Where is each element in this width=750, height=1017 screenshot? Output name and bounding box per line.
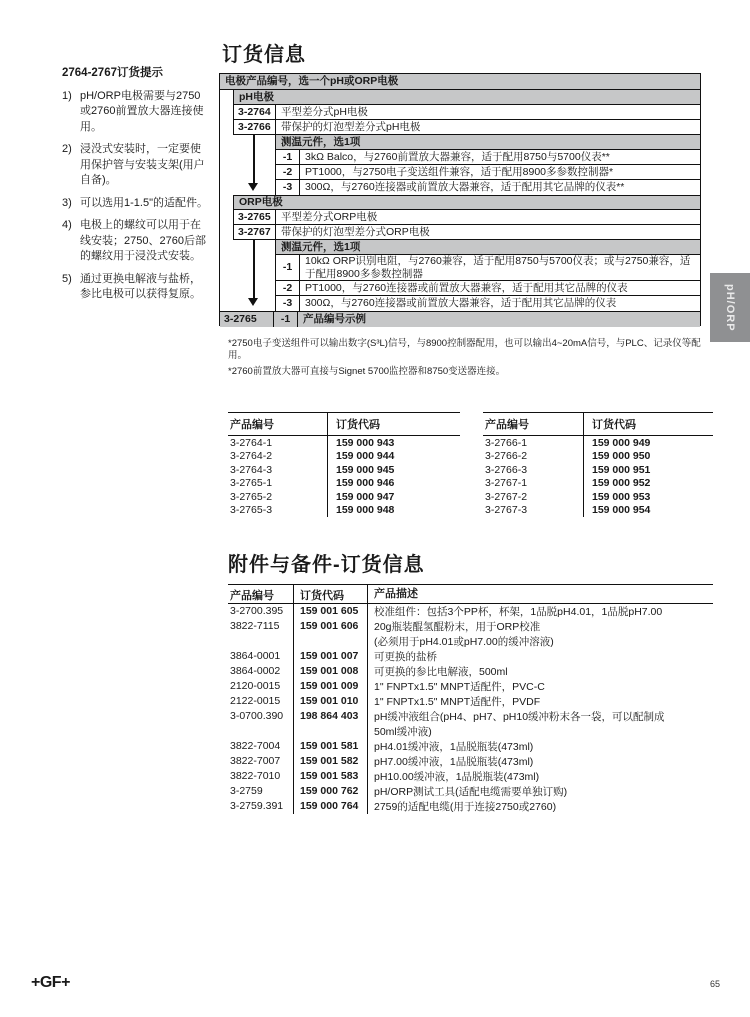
example-row <box>220 311 700 327</box>
selector-header-row: 电极产品编号，选一个pH或ORP电极 <box>220 74 700 90</box>
section-title-accessories: 附件与备件-订货信息 <box>228 554 425 576</box>
table-row: 3-2759 159 000 762 pH/ORP测试工具(适配电缆需要单独订购) <box>230 785 568 798</box>
column-header: 产品编号 <box>230 419 274 431</box>
column-header: 订货代码 <box>336 419 380 431</box>
flow-arrow-down-icon <box>253 240 255 298</box>
table-row: 3-2765-1 159 000 946 <box>230 477 395 490</box>
table-row: 3-2765-3 159 000 948 <box>230 504 395 517</box>
table-row: 3-2767-1 159 000 952 <box>485 477 651 490</box>
table-row <box>275 180 700 195</box>
table-row <box>233 120 700 135</box>
option-code: -2 <box>276 165 300 179</box>
example-code: 3-2765 <box>220 312 274 327</box>
table-row <box>275 165 700 180</box>
table-row: 3-2764-2 159 000 944 <box>230 450 395 463</box>
model-desc: 带保护的灯泡型差分式ORP电极 <box>281 225 430 238</box>
table-row: 3-0700.390 198 864 403 pH缓冲液组合(pH4、pH7、pH10缓冲粉末各一袋，可以配制成 50ml缓冲液) <box>230 710 665 738</box>
table-row: 3864-0002 159 001 008 可更换的参比电解液，500ml <box>230 665 508 678</box>
option-code: -3 <box>276 180 300 195</box>
order-code-table-left <box>228 412 460 517</box>
flow-arrow-down-icon <box>248 298 258 306</box>
option-desc: 3kΩ Balco，与2760前置放大器兼容，适于配用8750与5700仪表** <box>305 150 610 163</box>
section-title-ordering-info: 订货信息 <box>222 44 306 66</box>
table-row: 3-2764-1 159 000 943 <box>230 436 395 449</box>
sidebar-note: 5) 通过更换电解液与盐桥，参比电极可以获得复原。 <box>62 272 201 300</box>
column-divider <box>367 585 368 814</box>
option-desc: 300Ω，与2760连接器或前置放大器兼容，适于配用其它品牌的仪表** <box>305 181 625 193</box>
option-desc: PT1000，与2750电子变送组件兼容，适于配用8900多参数控制器* <box>305 165 614 178</box>
sidebar-note: 4) 电极上的螺纹可以用于在线安装；2750、2760后部的螺纹用于浸没式安装。 <box>62 219 206 262</box>
flow-arrow-down-icon <box>248 183 258 191</box>
table-row: 3-2766-2 159 000 950 <box>485 450 651 463</box>
column-header: 产品编号 <box>485 419 529 431</box>
column-header: 产品编号 <box>230 589 274 602</box>
model-desc: 平型差分式pH电极 <box>281 105 368 118</box>
table-row: 3-2766-3 159 000 951 <box>485 463 651 476</box>
table-row <box>233 225 700 240</box>
table-row: 3822-7010 159 001 583 pH10.00缓冲液，1品脱瓶装(473ml) <box>230 770 540 783</box>
option-desc: 300Ω，与2760连接器或前置放大器兼容，适于配用其它品牌的仪表 <box>305 297 617 309</box>
table-row <box>233 105 700 120</box>
column-header: 产品描述 <box>374 587 418 600</box>
column-header: 订货代码 <box>300 589 344 602</box>
column-header: 订货代码 <box>592 419 636 431</box>
table-row: 3-2767-3 159 000 954 <box>485 504 651 517</box>
sidebar-note: 2) 浸没式安装时，一定要使用保护管与安装支架(用户自备)。 <box>62 143 205 186</box>
table-row: 3-2759.391 159 000 764 2759的适配电缆(用于连接2750或2760) <box>230 800 557 813</box>
table-row: 3-2700.395 159 001 605 校准组件：包括3个PP杯，杯架，1品脱pH4.01，1品脱pH7.00 <box>230 605 663 618</box>
table-row <box>275 296 700 311</box>
tab-label: pH/ORP <box>724 283 736 332</box>
sidebar-note: 1) pH/ORP电极需要与2750或2760前置放大器连接使用。 <box>62 89 204 133</box>
table-row: 3-2767-2 159 000 953 <box>485 490 651 503</box>
ph-orp-section-tab <box>710 273 750 342</box>
model-code: 3-2765 <box>234 210 276 224</box>
table-row: 3822-7004 159 001 581 pH4.01缓冲液，1品脱瓶装(473ml) <box>230 740 534 753</box>
footnote: *2760前置放大器可直接与Signet 5700监控器和8750变送器连接。 <box>228 366 506 377</box>
table-row: 2122-0015 159 001 010 1" FNPTx1.5" MNPT适配件，PVDF <box>230 695 541 708</box>
table-row: 3822-7115 159 001 606 20g瓶装醌氢醌粉末，用于ORP校准 (必须用于pH4.01或pH7.00的缓冲溶液) <box>230 620 554 648</box>
electrode-selector-table <box>219 73 701 326</box>
table-row <box>275 281 700 296</box>
model-code: 3-2764 <box>234 105 276 119</box>
model-code: 3-2766 <box>234 120 276 134</box>
table-row: 3-2764-3 159 000 945 <box>230 463 395 476</box>
page-number: 65 <box>710 979 721 989</box>
table-row <box>233 210 700 225</box>
accessories-table <box>228 584 713 814</box>
option-code: -3 <box>276 296 300 311</box>
option-code: -1 <box>276 150 300 164</box>
table-row: 3822-7007 159 001 582 pH7.00缓冲液，1品脱瓶装(473ml) <box>230 755 534 768</box>
option-desc: PT1000，与2760连接器或前置放大器兼容，适于配用其它品牌的仪表 <box>305 281 628 294</box>
sidebar-note: 3) 可以选用1-1.5"的适配件。 <box>62 196 208 209</box>
column-divider <box>583 413 584 517</box>
model-code: 3-2767 <box>234 225 276 239</box>
ph-group-bar: pH电极 <box>233 90 700 105</box>
column-divider <box>293 585 294 814</box>
table-row: 3-2765-2 159 000 947 <box>230 490 395 503</box>
table-row <box>275 150 700 165</box>
option-code: -1 <box>276 255 300 280</box>
column-divider <box>327 413 328 517</box>
table-row <box>275 255 700 281</box>
model-desc: 平型差分式ORP电极 <box>281 210 378 223</box>
table-row: 3864-0001 159 001 007 可更换的盐桥 <box>230 650 437 663</box>
example-desc: 产品编号示例 <box>303 313 366 325</box>
option-desc: 10kΩ ORP识别电阻，与2760兼容，适于配用8750与5700仪表；或与2750兼容，适于配用8900多参数控制器 <box>305 255 691 280</box>
example-option: -1 <box>274 312 298 327</box>
model-desc: 带保护的灯泡型差分式pH电极 <box>281 120 421 133</box>
orp-group-bar: ORP电极 <box>233 195 700 210</box>
table-row: 2120-0015 159 001 009 1" FNPTx1.5" MNPT适配件，PVC-C <box>230 680 545 693</box>
ordering-notes-sidebar <box>62 66 210 310</box>
ph-temp-header-bar: 测温元件，选1项 <box>275 135 700 150</box>
sidebar-title: 2764-2767订货提示 <box>62 67 163 79</box>
flow-arrow-down-icon <box>253 135 255 183</box>
option-code: -2 <box>276 281 300 295</box>
table-row: 3-2766-1 159 000 949 <box>485 436 651 449</box>
gf-logo: +GF+ <box>31 974 70 991</box>
order-code-table-right <box>483 412 713 517</box>
orp-temp-header-bar: 测温元件，选1项 <box>275 240 700 255</box>
footnote: *2750电子变送组件可以输出数字(S³L)信号，与8900控制器配用，也可以输出4~20mA信号，与PLC、记录仪等配用。 <box>228 338 701 361</box>
